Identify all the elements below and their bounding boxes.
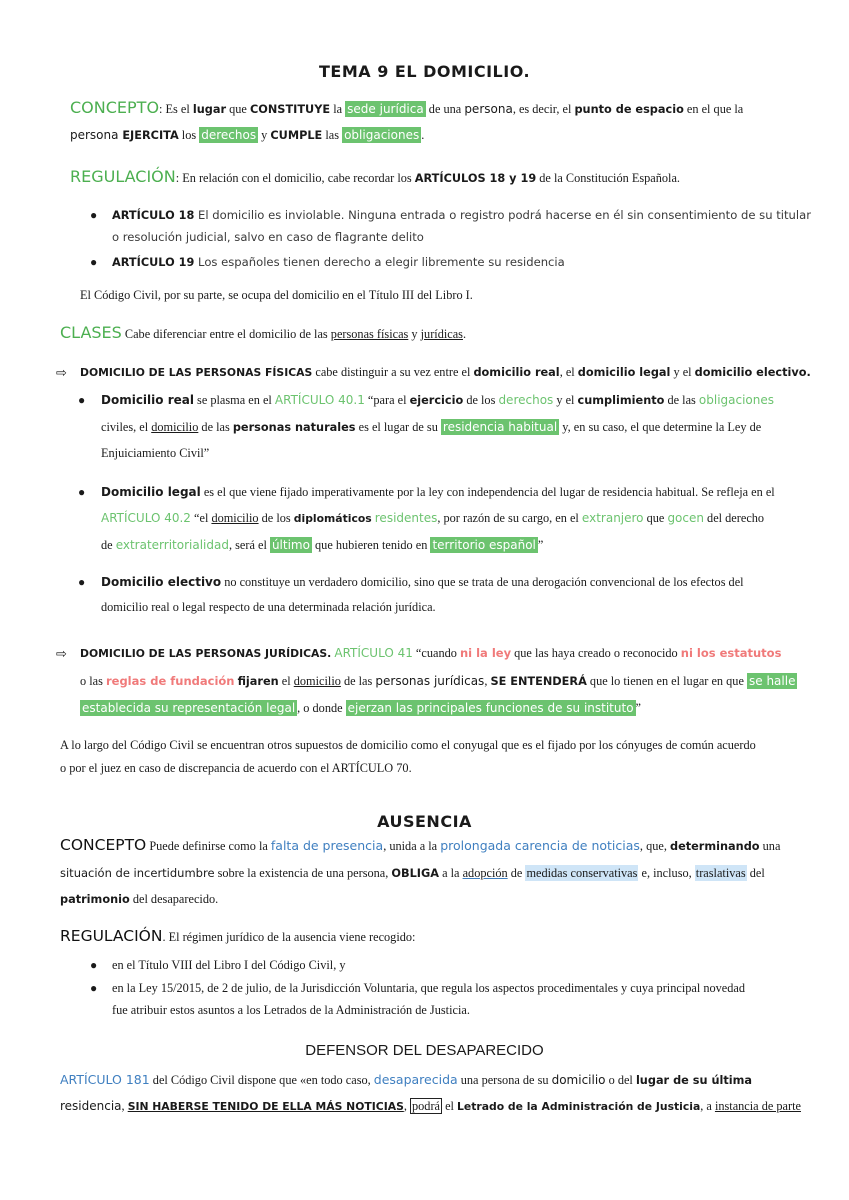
- text: , será el: [228, 538, 270, 552]
- green-text: extranjero: [581, 511, 644, 525]
- keyword: EJERCITA: [122, 129, 179, 142]
- text: instancia de parte: [714, 1099, 801, 1113]
- keyword: persona: [464, 102, 513, 116]
- keyword: SIN HABERSE TENIDO DE ELLA MÁS NOTICIAS: [127, 1100, 404, 1113]
- bullet: ●: [90, 255, 98, 269]
- highlight: ejerzan las principales funciones de su instituto: [347, 701, 634, 715]
- text: de los: [463, 393, 499, 407]
- boxed-text: podrá: [412, 1099, 440, 1113]
- text: del desaparecido.: [129, 892, 219, 906]
- text: ,: [121, 1099, 128, 1113]
- article-ref: ARTÍCULO 40.1: [274, 393, 365, 407]
- aus-concepto-line-3: [60, 892, 218, 907]
- legal-line-1: [101, 485, 775, 500]
- green-text: extraterritorialidad: [115, 538, 229, 552]
- aus-item-2: en la Ley 15/2015, de 2 de julio, de la Jurisdicción Voluntaria, que regula los aspectos procedimentales y cuya principal novedad: [112, 981, 745, 995]
- text: domicilio: [151, 420, 199, 434]
- arrow-icon: ⇨: [56, 646, 67, 661]
- text: domicilio: [211, 511, 259, 525]
- pink-text: ni la ley: [459, 646, 512, 660]
- text: la: [330, 102, 346, 116]
- blue-text: prolongada carencia de noticias: [440, 838, 640, 853]
- text: , por razón de su cargo, en el: [437, 511, 582, 525]
- bullet: ●: [90, 981, 98, 995]
- text: una persona de su: [457, 1073, 552, 1087]
- text: del: [746, 866, 765, 880]
- text: ,: [403, 1099, 410, 1113]
- regulacion-label: REGULACIÓN: [60, 927, 163, 945]
- keyword: domicilio real: [473, 366, 560, 379]
- text: no constituye un verdadero domicilio, sino que se trata de una derogación convencional de los efectos del: [221, 575, 744, 589]
- text: que lo tienen en el lugar en que: [586, 674, 747, 688]
- text: y: [408, 327, 421, 341]
- keyword: personas naturales: [232, 421, 356, 434]
- text: , a: [700, 1099, 715, 1113]
- art181-line-2: [60, 1099, 801, 1114]
- text: el: [278, 674, 294, 688]
- text: , que,: [639, 839, 670, 853]
- highlight: se halle: [749, 674, 796, 688]
- art181-line-1: [60, 1072, 752, 1088]
- bullet: ●: [78, 575, 86, 589]
- keyword: ARTÍCULO 19: [112, 256, 195, 269]
- text: una: [759, 839, 781, 853]
- real-line-1: [101, 393, 774, 408]
- text: a la: [439, 866, 463, 880]
- article-ref: ARTÍCULO 181: [60, 1072, 150, 1087]
- keyword: fijaren: [237, 675, 279, 688]
- text: o las: [80, 674, 106, 688]
- green-text: residentes: [374, 511, 438, 525]
- keyword: OBLIGA: [391, 867, 440, 880]
- text: de una: [425, 102, 465, 116]
- text: “para el: [364, 393, 410, 407]
- real-line-3: Enjuiciamiento Civil”: [101, 446, 210, 460]
- keyword: domicilio legal: [577, 366, 671, 379]
- keyword: CUMPLE: [270, 129, 323, 142]
- text: , el: [559, 365, 578, 379]
- highlight: último: [271, 538, 310, 552]
- text: de: [507, 866, 526, 880]
- electivo-line-2: domicilio real o legal respecto de una determinada relación jurídica.: [101, 600, 436, 614]
- concepto-label: CONCEPTO: [70, 98, 160, 117]
- text: .: [421, 128, 425, 142]
- regulacion-line: [70, 167, 680, 186]
- text: domicilio: [293, 674, 341, 688]
- green-text: derechos: [498, 393, 554, 407]
- highlight: derechos: [201, 128, 257, 142]
- text: Puede definirse como la: [146, 839, 271, 853]
- bullet: ●: [78, 393, 86, 407]
- text: de: [101, 538, 116, 552]
- text: : Es el: [159, 102, 193, 116]
- juridicas-line-2: [80, 674, 797, 689]
- text: se plasma en el: [193, 393, 275, 407]
- arrow-icon: ⇨: [56, 365, 67, 380]
- clases-label: CLASES: [60, 323, 122, 342]
- keyword: cumplimiento: [577, 394, 665, 407]
- text: que: [643, 511, 668, 525]
- text: civiles, el: [101, 420, 152, 434]
- blue-text: falta de presencia: [270, 838, 384, 853]
- concepto-line-2: [70, 128, 424, 143]
- article-ref: ARTÍCULO 41: [334, 646, 413, 660]
- text: es el que viene fijado imperativamente por la ley con independencia del lugar de residencia habitual. Se refleja en el: [200, 485, 775, 499]
- keyword: Domicilio electivo: [101, 575, 222, 589]
- text: los: [178, 128, 200, 142]
- highlight: obligaciones: [344, 128, 420, 142]
- real-line-2: [101, 420, 761, 435]
- legal-line-2: [101, 511, 764, 526]
- keyword: domicilio: [551, 1073, 606, 1087]
- text: , es decir, el: [512, 102, 575, 116]
- text: y: [258, 128, 271, 142]
- aus-regulacion-line: [60, 927, 415, 945]
- page-title: TEMA 9 EL DOMICILIO.: [318, 62, 531, 81]
- text: de los: [258, 511, 294, 525]
- ausencia-title: AUSENCIA: [377, 812, 472, 831]
- text: de las: [340, 674, 376, 688]
- text: Los españoles tienen derecho a elegir libremente su residencia: [194, 255, 565, 269]
- text: ”: [537, 538, 544, 552]
- keyword: determinando: [669, 840, 760, 853]
- text: es el lugar de su: [355, 420, 441, 434]
- text: del derecho: [703, 511, 765, 525]
- pink-text: ni los estatutos: [680, 646, 782, 660]
- highlight: territorio español: [432, 538, 536, 552]
- text: y el: [670, 365, 695, 379]
- bullet: ●: [78, 485, 86, 499]
- keyword: Domicilio legal: [101, 485, 201, 499]
- keyword: ARTÍCULO 18: [112, 209, 195, 222]
- keyword: punto de espacio: [574, 103, 684, 116]
- text: y el: [553, 393, 578, 407]
- art18-line-2: o resolución judicial, salvo en caso de flagrante delito: [112, 230, 424, 244]
- text: personas físicas: [330, 327, 409, 341]
- article-ref: ARTÍCULO 40.2: [101, 511, 191, 525]
- keyword: Letrado de la Administración de Justicia: [457, 1100, 701, 1113]
- text: adopción: [462, 866, 508, 880]
- highlight: residencia habitual: [442, 420, 558, 434]
- text: o del: [605, 1073, 636, 1087]
- text: . El régimen jurídico de la ausencia viene recogido:: [162, 930, 416, 944]
- text: , unida a la: [383, 839, 441, 853]
- clases-line: [60, 323, 466, 342]
- text: de la Constitución Española.: [536, 171, 680, 185]
- text: del Código Civil dispone que «en todo caso,: [149, 1073, 374, 1087]
- keyword: lugar de su última: [635, 1074, 753, 1087]
- highlight: establecida su representación legal: [82, 701, 296, 715]
- keyword: DOMICILIO DE LAS PERSONAS JURÍDICAS.: [80, 647, 332, 660]
- keyword: residencia: [60, 1099, 122, 1113]
- aus-concepto-line-1: [60, 836, 780, 854]
- text: ”: [635, 701, 641, 715]
- keyword: patrimonio: [60, 893, 130, 906]
- keyword: ARTÍCULOS 18 y 19: [414, 172, 537, 185]
- keyword: persona: [70, 128, 123, 142]
- pink-text: reglas de fundación: [105, 674, 235, 688]
- highlight: sede jurídica: [347, 102, 424, 116]
- blue-text: desaparecida: [373, 1072, 458, 1087]
- keyword: situación de incertidumbre: [60, 866, 215, 880]
- blue-highlight: traslativas: [695, 866, 746, 880]
- keyword: ejercicio: [409, 394, 464, 407]
- keyword: CONSTITUYE: [249, 103, 331, 116]
- text: “el: [190, 511, 212, 525]
- keyword: SE ENTENDERÁ: [490, 675, 587, 688]
- text: en el que la: [683, 102, 744, 116]
- text: el: [442, 1099, 458, 1113]
- electivo-line-1: [101, 575, 744, 590]
- art18-line-1: [112, 208, 811, 223]
- regulacion-label: REGULACIÓN: [70, 167, 176, 186]
- concepto-line-1: [70, 98, 743, 117]
- codigo-line: El Código Civil, por su parte, se ocupa del domicilio en el Título III del Libro I.: [80, 288, 473, 302]
- text: sobre la existencia de una persona,: [214, 866, 392, 880]
- text: que hubieren tenido en: [311, 538, 431, 552]
- text: de las: [198, 420, 233, 434]
- keyword: lugar: [192, 103, 227, 116]
- text: “cuando: [412, 646, 460, 660]
- text: : En relación con el domicilio, cabe recordar los: [175, 171, 415, 185]
- green-text: gocen: [667, 511, 704, 525]
- otros-line-2: o por el juez en caso de discrepancia de acuerdo con el ARTÍCULO 70.: [60, 761, 412, 775]
- blue-highlight: medidas conservativas: [526, 866, 638, 880]
- text: Cabe diferenciar entre el domicilio de las: [121, 327, 331, 341]
- legal-line-3: [101, 538, 543, 553]
- defensor-title: DEFENSOR DEL DESAPARECIDO: [305, 1042, 544, 1059]
- text: cabe distinguir a su vez entre el: [312, 365, 474, 379]
- text: que las haya creado o reconocido: [511, 646, 681, 660]
- keyword: Domicilio real: [101, 393, 194, 407]
- keyword: personas jurídicas: [375, 674, 485, 688]
- text: .: [462, 327, 467, 341]
- bullet: ●: [90, 958, 98, 972]
- text: que: [226, 102, 250, 116]
- text: , o donde: [297, 701, 346, 715]
- text: El domicilio es inviolable. Ninguna entrada o registro podrá hacerse en él sin consentimiento de su titular: [194, 208, 811, 222]
- juridicas-line-3: [80, 701, 641, 716]
- text: jurídicas: [420, 327, 463, 341]
- aus-item-2b: fue atribuir estos asuntos a los Letrados de la Administración de Justicia.: [112, 1003, 470, 1017]
- text: ,: [484, 674, 491, 688]
- keyword: DOMICILIO DE LAS PERSONAS FÍSICAS: [80, 366, 313, 379]
- concepto-label: CONCEPTO: [60, 836, 147, 854]
- text: e, incluso,: [638, 866, 695, 880]
- aus-item-1: en el Título VIII del Libro I del Código Civil, y: [112, 958, 346, 972]
- text: de las: [664, 393, 699, 407]
- keyword: diplomáticos: [293, 512, 372, 525]
- otros-line-1: A lo largo del Código Civil se encuentran otros supuestos de domicilio como el conyugal que es el fijado por los cónyuges de común acuerdo: [60, 738, 756, 752]
- aus-concepto-line-2: [60, 866, 765, 881]
- juridicas-line-1: [80, 646, 781, 661]
- text: las: [322, 128, 343, 142]
- green-text: obligaciones: [698, 393, 775, 407]
- text: y, en su caso, el que determine la Ley de: [559, 420, 762, 434]
- keyword: domicilio electivo.: [694, 366, 811, 379]
- art19-line: [112, 255, 565, 270]
- fisicas-line: [80, 365, 811, 380]
- bullet: ●: [90, 208, 98, 222]
